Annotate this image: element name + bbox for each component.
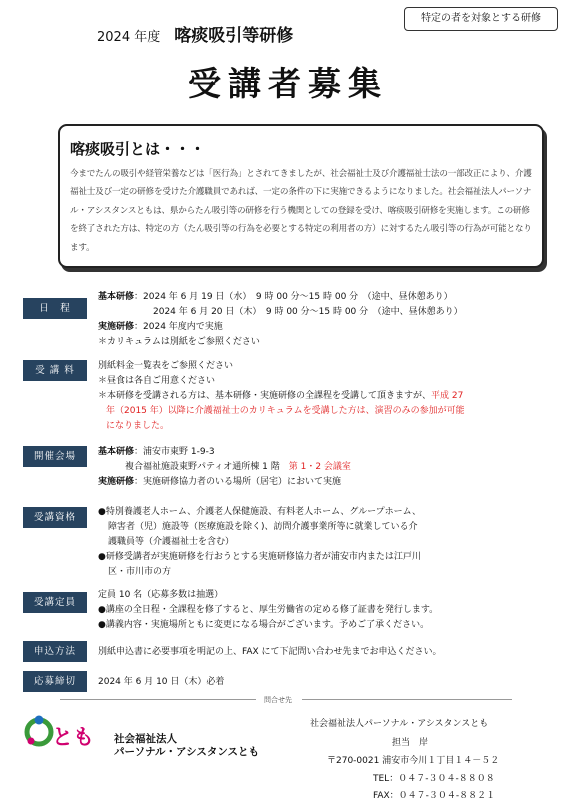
fee-line2: ＊昼食は各自ご用意ください xyxy=(98,376,216,386)
schedule-basic-label: 基本研修 xyxy=(98,292,135,302)
fee-line1: 別紙料金一覧表をご参照ください xyxy=(98,361,234,371)
tomo-logo xyxy=(24,708,104,756)
fee-line4-highlight: 年（2015 年）以降に介護福祉士のカリキュラムを受講した方は、演習のみの参加が可能 xyxy=(106,406,465,416)
capacity-section xyxy=(98,588,438,633)
venue-address: ：浦安市東野 1-9-3 xyxy=(134,447,215,457)
org-name-line2: パーソナル・アシスタンスとも xyxy=(114,746,260,758)
fee-line3-highlight: 平成 27 xyxy=(431,391,464,401)
schedule-basic-line1: ：2024 年 6 月 19 日（水） 9 時 00 分～15 時 00 分 （途中、昼休憩あり） xyxy=(134,292,453,302)
eligibility-line3: 護職員等（介護福祉士を含む） xyxy=(108,537,235,547)
contact-divider-left xyxy=(60,699,256,700)
venue-section xyxy=(98,445,351,490)
target-badge: 特定の者を対象とする研修 xyxy=(404,7,558,31)
label-deadline: 応募締切 xyxy=(23,671,87,692)
fee-line5-highlight: になりました。 xyxy=(106,421,170,431)
about-box xyxy=(58,124,544,268)
venue-basic-label: 基本研修 xyxy=(98,447,135,457)
capacity-line3: ●講義内容・実施場所ともに変更になる場合がございます。予めご了承ください。 xyxy=(98,620,430,630)
venue-facility: 複合福祉施設東野パティオ通所棟 1 階 xyxy=(125,462,289,472)
apply-text: 別紙申込書に必要事項を明記の上、FAX にて下記問い合わせ先までお申込ください。 xyxy=(98,647,442,657)
capacity-line1: 定員 10 名（応募多数は抽選） xyxy=(98,590,224,600)
about-body: 今までたんの吸引や経管栄養などは「医行為」とされてきましたが、社会福祉士及び介護福祉士法の一部改正により、介護福祉士及び一定の研修を受けた介護職員であれば、一定の条件の下に実施できるようになりました。社会福祉法人パーソナル・アシスタンスともは、県からたん吸引等の研修を行う機関としての登録を受け、喀痰吸引研修を実施します。この研修を終了された方は、特定の方（たん吸引等の行為を必要とする特定の利用者の方）に対するたん吸引等の行為が可能となります。 xyxy=(70,169,532,253)
contact-org: 社会福祉法人パーソナル・アシスタンスとも xyxy=(310,719,489,729)
schedule-practical-text: ：2024 年度内で実施 xyxy=(134,322,223,332)
label-schedule: 日 程 xyxy=(23,298,87,319)
label-eligibility: 受講資格 xyxy=(23,507,87,528)
page-title: 受講者募集 xyxy=(188,64,388,103)
eligibility-line2: 障害者（児）施設等（医療施設を除く)、訪問介護事業所等に就業している介 xyxy=(108,522,418,532)
contact-person: 担当 岸 xyxy=(392,738,429,748)
eligibility-line1: ●特別養護老人ホーム、介護老人保健施設、有料老人ホーム、グループホーム、 xyxy=(98,507,421,517)
contact-divider-right xyxy=(302,699,512,700)
label-fee: 受 講 料 xyxy=(23,360,87,381)
schedule-note: ＊カリキュラムは別紙をご参照ください xyxy=(98,337,260,347)
label-venue: 開催会場 xyxy=(23,446,87,467)
year-text: 2024 年度 xyxy=(97,30,161,45)
training-year-line xyxy=(97,21,293,46)
venue-room: 第 1・2 会議室 xyxy=(288,462,351,472)
contact-tel: TEL：０４７-３０４-８８０８ xyxy=(373,774,495,784)
fee-section xyxy=(98,359,465,434)
label-capacity: 受講定員 xyxy=(23,592,87,613)
schedule-basic-line2: 2024 年 6 月 20 日（木） 9 時 00 分～15 時 00 分 （途中、昼休憩あり） xyxy=(153,307,463,317)
schedule-section xyxy=(98,290,463,350)
org-name-line1: 社会福祉法人 xyxy=(114,733,177,745)
contact-title: 問合せ先 xyxy=(264,696,292,704)
venue-practical-label: 実施研修 xyxy=(98,477,135,487)
venue-practical-text: ：実施研修協力者のいる場所（居宅）において実施 xyxy=(134,477,342,487)
contact-address: 〒270-0021 浦安市今川１丁目１４－５２ xyxy=(327,756,500,766)
schedule-practical-label: 実施研修 xyxy=(98,322,135,332)
capacity-line2: ●講座の全日程・全課程を修了すると、厚生労働省の定める修了証書を発行します。 xyxy=(98,605,439,615)
training-name: 喀痰吸引等研修 xyxy=(174,26,294,46)
eligibility-section xyxy=(98,505,421,580)
logo-text: とも xyxy=(52,725,94,749)
contact-fax: FAX：０４７-３０４-８８２１ xyxy=(373,791,496,800)
about-heading: 喀痰吸引とは・・・ xyxy=(70,140,206,158)
eligibility-line5: 区・市川市の方 xyxy=(108,567,172,577)
eligibility-line4: ●研修受講者が実施研修を行おうとする実施研修協力者が浦安市内または江戸川 xyxy=(98,552,421,562)
deadline-text: 2024 年 6 月 10 日（木）必着 xyxy=(98,677,225,687)
fee-line3: ＊本研修を受講される方は、基本研修・実施研修の全課程を受講して頂きますが、 xyxy=(98,391,432,401)
label-apply: 申込方法 xyxy=(23,641,87,662)
org-name xyxy=(114,733,259,759)
